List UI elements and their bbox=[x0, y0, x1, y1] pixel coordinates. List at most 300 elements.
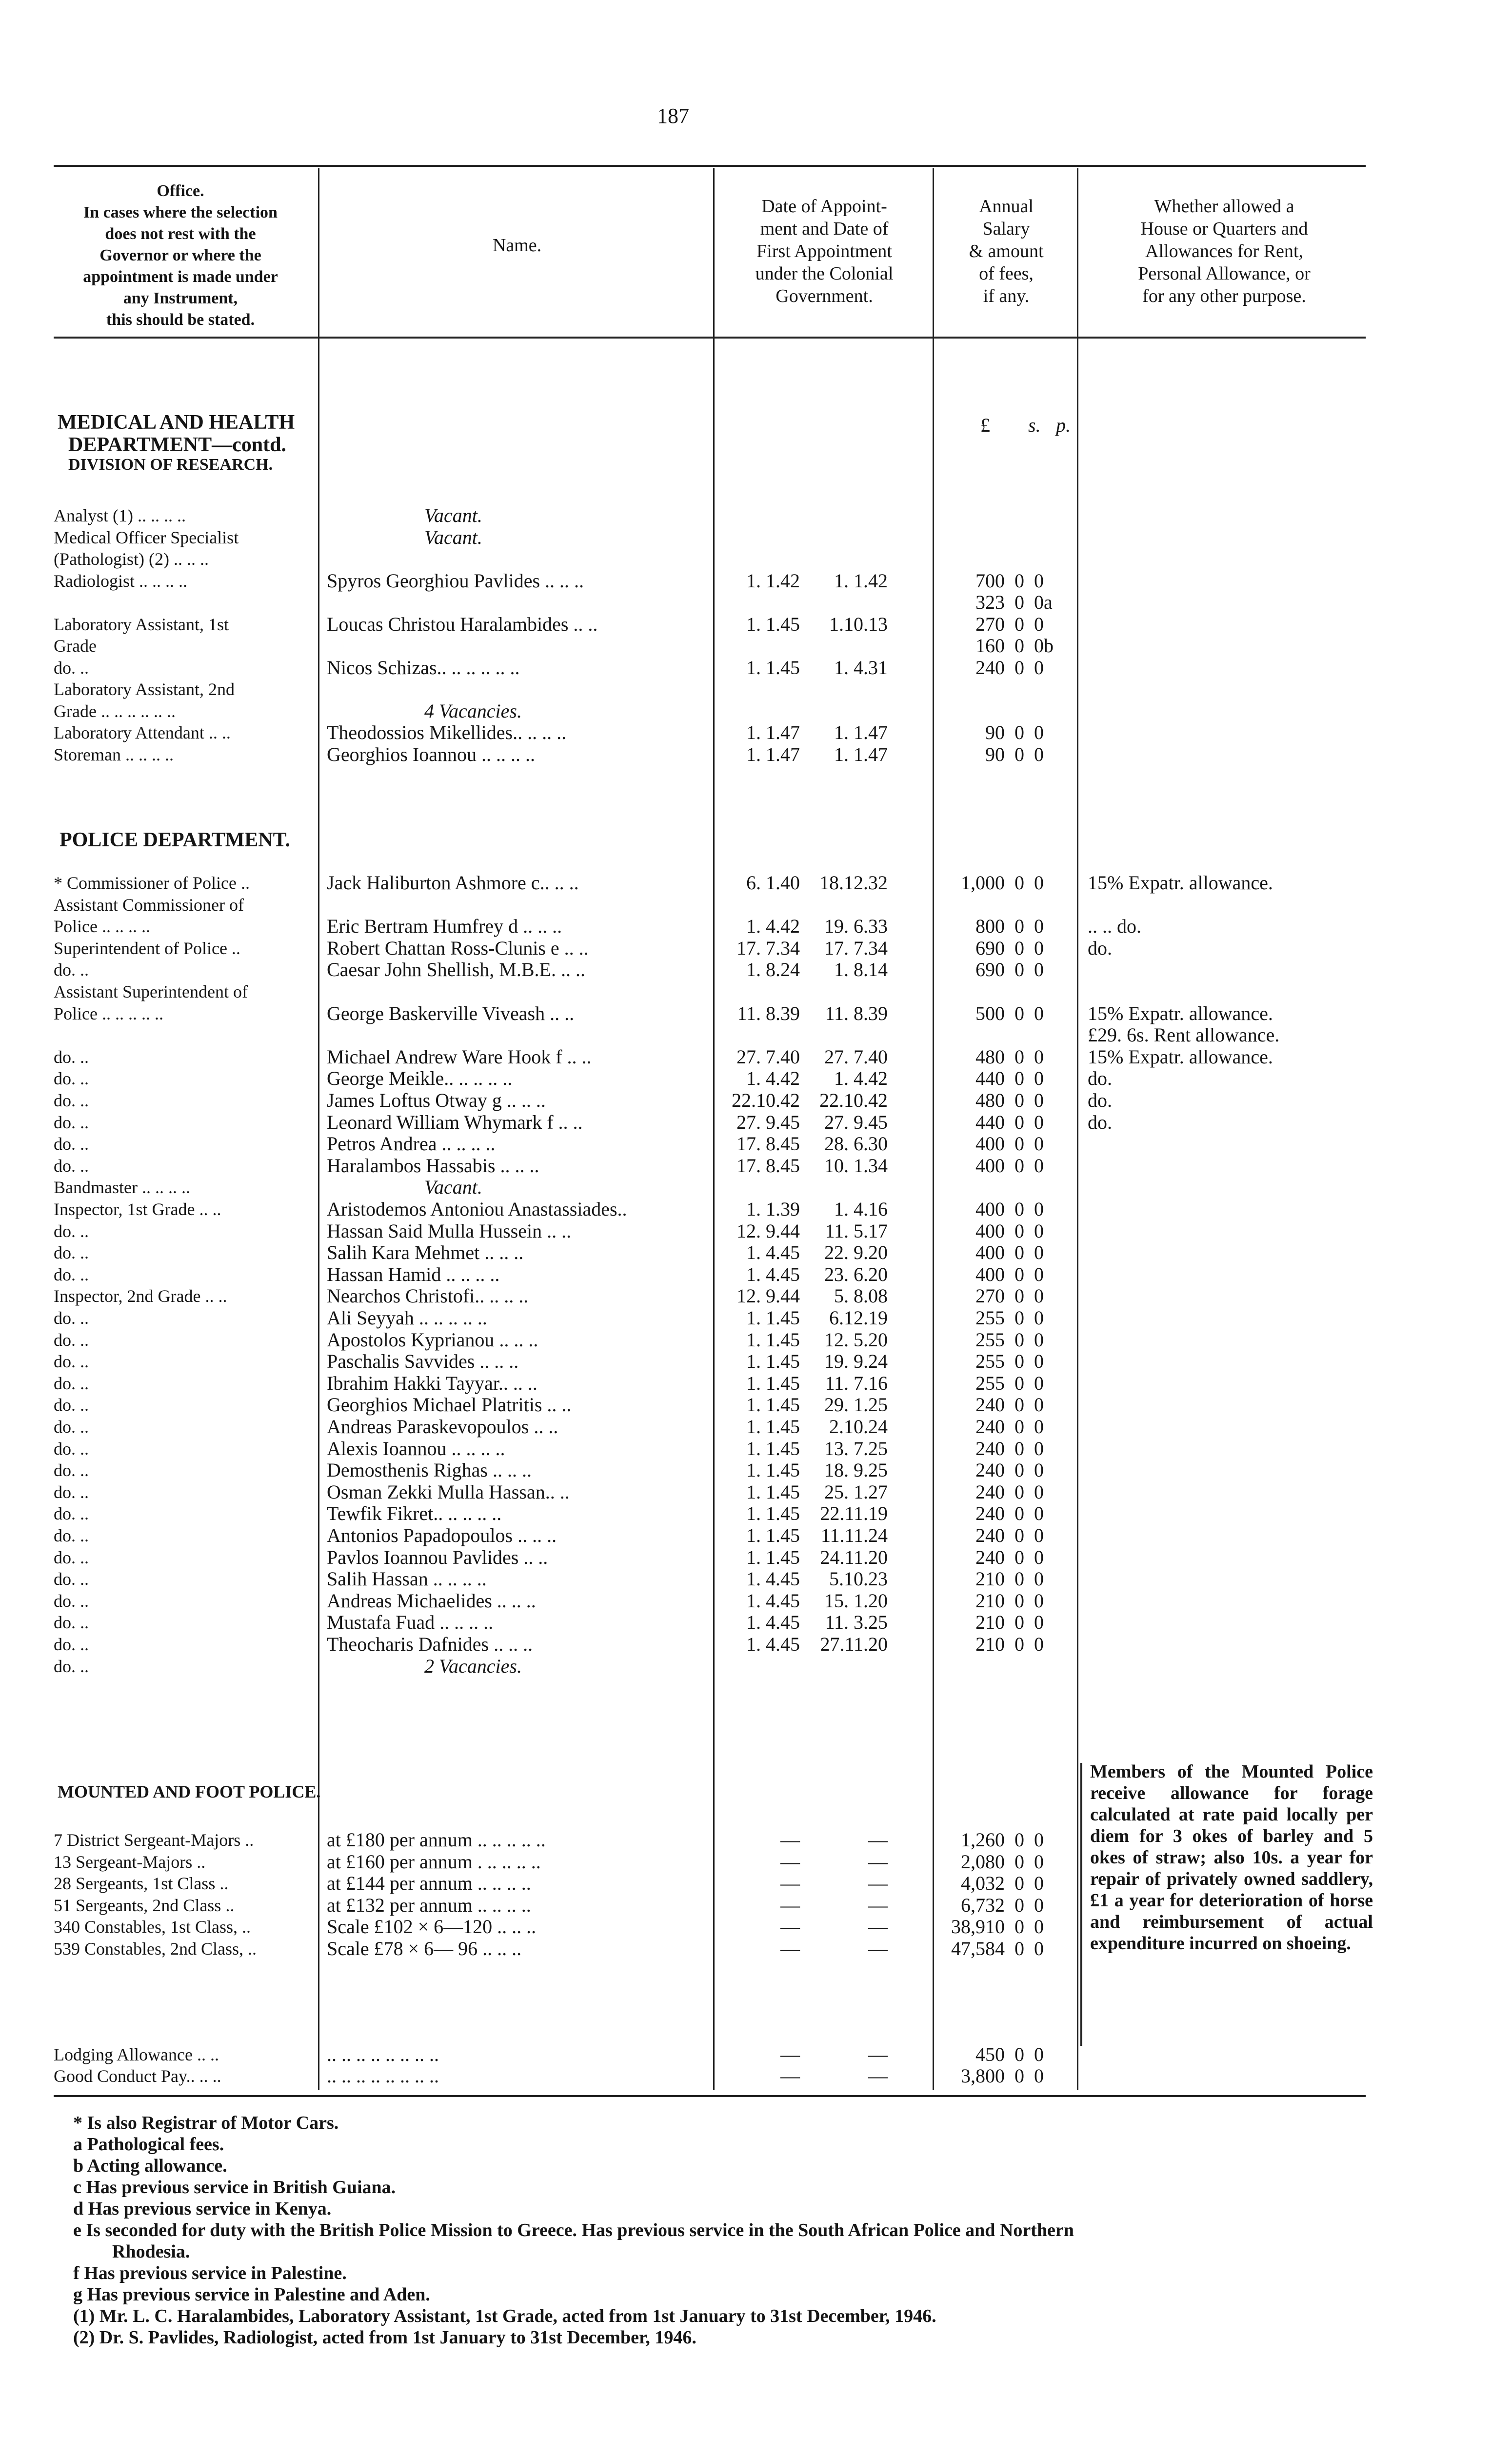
first-appointment-date-cell: 22.11.19 bbox=[820, 1502, 888, 1525]
office-cell: do. .. bbox=[54, 1569, 89, 1589]
name-cell: George Meikle.. .. .. .. .. bbox=[327, 1068, 513, 1090]
appointment-date-cell: — bbox=[780, 1894, 800, 1916]
table-row bbox=[54, 2044, 1371, 2065]
first-appointment-date-cell: 6.12.19 bbox=[829, 1307, 888, 1329]
name-cell: Antonios Papadopoulos .. .. .. bbox=[327, 1525, 557, 1546]
office-cell: Laboratory Attendant .. .. bbox=[54, 723, 231, 742]
salary-shillings-cell: 0 bbox=[1015, 1372, 1024, 1394]
office-cell: do. .. bbox=[54, 1460, 89, 1480]
table-row bbox=[54, 1656, 1371, 1677]
salary-shillings-cell: 0 bbox=[1015, 1350, 1024, 1373]
appointment-date-cell: 1. 1.45 bbox=[746, 1502, 800, 1525]
office-cell: Assistant Superintendent of bbox=[54, 982, 248, 1001]
salary-pounds-cell: 480 bbox=[975, 1045, 1005, 1068]
first-appointment-date-cell: 13. 7.25 bbox=[824, 1437, 888, 1459]
office-cell: do. .. bbox=[54, 1547, 89, 1567]
first-appointment-date-cell: 27. 7.40 bbox=[824, 1045, 888, 1068]
office-cell: Storeman .. .. .. .. bbox=[54, 744, 174, 764]
salary-pence-cell: 0 bbox=[1034, 743, 1044, 765]
salary-pounds-cell: 700 bbox=[975, 569, 1005, 592]
appointment-date-cell: 1. 1.47 bbox=[746, 721, 800, 743]
salary-pounds-cell: 240 bbox=[975, 1480, 1005, 1503]
header-salary-line: Annual bbox=[979, 196, 1034, 217]
first-appointment-date-cell: — bbox=[868, 1916, 888, 1938]
medical-title-contd-text: DEPARTMENT—contd. bbox=[68, 434, 286, 456]
salary-pounds-cell: 240 bbox=[975, 1502, 1005, 1525]
table-row bbox=[54, 657, 1371, 679]
appointment-date-cell: 27. 7.40 bbox=[736, 1045, 800, 1068]
salary-pounds-cell: 255 bbox=[975, 1350, 1005, 1373]
salary-pence-cell: 0 bbox=[1034, 1002, 1044, 1024]
pence-sign: p. bbox=[1056, 414, 1071, 436]
first-appointment-date-cell: 12. 5.20 bbox=[824, 1328, 888, 1351]
name-cell: Nicos Schizas.. .. .. .. .. .. bbox=[327, 657, 520, 679]
name-cell: Pavlos Ioannou Pavlides .. .. bbox=[327, 1546, 548, 1568]
salary-pounds-cell: 90 bbox=[985, 721, 1005, 743]
salary-pence-cell: 0 bbox=[1034, 1633, 1044, 1655]
name-cell: Ibrahim Hakki Tayyar.. .. .. bbox=[327, 1372, 537, 1394]
office-cell: 28 Sergeants, 1st Class .. bbox=[54, 1874, 229, 1893]
salary-pence-cell: 0 bbox=[1034, 1067, 1044, 1090]
name-cell: Eric Bertram Humfrey d .. .. .. bbox=[327, 916, 562, 938]
footnote: (1) Mr. L. C. Haralambides, Laboratory Assistant, 1st Grade, acted from 1st January to 31st December, 1946. bbox=[73, 2306, 936, 2326]
office-cell: Good Conduct Pay.. .. .. bbox=[54, 2066, 221, 2086]
first-appointment-date-cell: — bbox=[868, 1829, 888, 1851]
office-cell: do. .. bbox=[54, 1373, 89, 1393]
salary-shillings-cell: 0 bbox=[1015, 569, 1024, 592]
table-row bbox=[54, 1634, 1371, 1655]
office-cell: Laboratory Assistant, 1st bbox=[54, 614, 229, 634]
salary-shillings-cell: 0 bbox=[1015, 743, 1024, 765]
salary-pence-cell: 0 bbox=[1034, 1568, 1044, 1590]
name-cell: at £144 per annum .. .. .. .. bbox=[327, 1873, 531, 1894]
salary-pounds-cell: 270 bbox=[975, 613, 1005, 635]
appointment-date-cell: 1. 4.45 bbox=[746, 1263, 800, 1285]
salary-pounds-cell: 2,080 bbox=[961, 1850, 1005, 1873]
office-cell: do. .. bbox=[54, 1439, 89, 1459]
office-cell: do. .. bbox=[54, 1504, 89, 1524]
name-cell: Osman Zekki Mulla Hassan.. .. bbox=[327, 1481, 570, 1503]
salary-pence-cell: 0 bbox=[1034, 1850, 1044, 1873]
footnote: * Is also Registrar of Motor Cars. bbox=[73, 2113, 339, 2133]
salary-pence-cell: 0 bbox=[1034, 1372, 1044, 1394]
salary-shillings-cell: 0 bbox=[1015, 1459, 1024, 1481]
salary-pence-cell: 0 bbox=[1034, 1459, 1044, 1481]
salary-pounds-cell: 400 bbox=[975, 1263, 1005, 1285]
first-appointment-date-cell: 10. 1.34 bbox=[824, 1154, 888, 1177]
appointment-date-cell: 1. 1.45 bbox=[746, 613, 800, 635]
header-office-line: Office. bbox=[157, 182, 204, 200]
shilling-sign: s. bbox=[1028, 414, 1041, 436]
appointment-date-cell: 1. 4.45 bbox=[746, 1633, 800, 1655]
name-cell: at £160 per annum . .. .. .. .. bbox=[327, 1851, 541, 1873]
table-row bbox=[54, 1242, 1371, 1263]
header-allowance-line: Allowances for Rent, bbox=[1145, 241, 1303, 261]
name-cell: Ali Seyyah .. .. .. .. .. bbox=[327, 1307, 487, 1329]
header-top-rule bbox=[54, 165, 1366, 167]
name-cell: Andreas Michaelides .. .. .. bbox=[327, 1590, 536, 1612]
office-cell: 51 Sergeants, 2nd Class .. bbox=[54, 1895, 235, 1915]
header-name: Name. bbox=[492, 235, 542, 256]
appointment-date-cell: — bbox=[780, 1916, 800, 1938]
table-row bbox=[54, 1329, 1371, 1351]
salary-pounds-cell: 240 bbox=[975, 656, 1005, 679]
mounted-title: MOUNTED AND FOOT POLICE. bbox=[58, 1782, 321, 1801]
salary-pence-cell: 0a bbox=[1034, 591, 1053, 613]
salary-pence-cell: 0 bbox=[1034, 2065, 1044, 2087]
appointment-date-cell: 1. 4.45 bbox=[746, 1241, 800, 1264]
salary-pounds-cell: 400 bbox=[975, 1220, 1005, 1242]
salary-shillings-cell: 0 bbox=[1015, 1067, 1024, 1090]
name-cell: Theodossios Mikellides.. .. .. .. bbox=[327, 722, 567, 743]
salary-pence-cell: 0 bbox=[1034, 1154, 1044, 1177]
medical-title: MEDICAL AND HEALTH bbox=[58, 411, 295, 434]
office-cell: do. .. bbox=[54, 658, 89, 678]
first-appointment-date-cell: 1.10.13 bbox=[829, 613, 888, 635]
header-office bbox=[54, 180, 307, 331]
footnote: b Acting allowance. bbox=[73, 2156, 227, 2176]
header-office-line: this should be stated. bbox=[106, 311, 255, 329]
table-row bbox=[54, 1003, 1371, 1024]
office-cell: Police .. .. .. .. bbox=[54, 917, 150, 937]
table-row bbox=[54, 1568, 1371, 1590]
appointment-date-cell: 27. 9.45 bbox=[736, 1111, 800, 1133]
header-salary-line: & amount bbox=[969, 241, 1044, 261]
name-cell: 4 Vacancies. bbox=[424, 700, 522, 722]
salary-pounds-cell: 255 bbox=[975, 1328, 1005, 1351]
name-cell: Hassan Said Mulla Hussein .. .. bbox=[327, 1220, 572, 1242]
salary-shillings-cell: 0 bbox=[1015, 1416, 1024, 1438]
first-appointment-date-cell: 27.11.20 bbox=[820, 1633, 888, 1655]
header-date-line: Government. bbox=[776, 286, 873, 306]
office-cell: Assistant Commissioner of bbox=[54, 895, 244, 915]
name-cell: .. .. .. .. .. .. .. .. bbox=[327, 2044, 439, 2065]
first-appointment-date-cell: 25. 1.27 bbox=[824, 1480, 888, 1503]
name-cell: Spyros Georghiou Pavlides .. .. .. bbox=[327, 570, 584, 592]
table-row bbox=[54, 1068, 1371, 1089]
salary-shillings-cell: 0 bbox=[1015, 1045, 1024, 1068]
salary-shillings-cell: 0 bbox=[1015, 1872, 1024, 1894]
office-cell: do. .. bbox=[54, 1308, 89, 1328]
table-row bbox=[54, 1090, 1371, 1111]
salary-pence-cell: 0 bbox=[1034, 1872, 1044, 1894]
name-cell: James Loftus Otway g .. .. .. bbox=[327, 1090, 546, 1111]
office-cell: 340 Constables, 1st Class, .. bbox=[54, 1917, 251, 1937]
name-cell: Petros Andrea .. .. .. .. bbox=[327, 1133, 496, 1155]
header-office-line: Governor or where the bbox=[99, 246, 261, 264]
table-row bbox=[54, 1155, 1371, 1177]
salary-pounds-cell: 400 bbox=[975, 1241, 1005, 1264]
remarks-cell: do. bbox=[1088, 1090, 1112, 1111]
salary-pence-cell: 0 bbox=[1034, 1916, 1044, 1938]
salary-shillings-cell: 0 bbox=[1015, 959, 1024, 981]
salary-shillings-cell: 0 bbox=[1015, 1502, 1024, 1525]
first-appointment-date-cell: 18.12.32 bbox=[819, 872, 888, 894]
table-row bbox=[54, 1438, 1371, 1459]
salary-pounds-cell: 400 bbox=[975, 1154, 1005, 1177]
first-appointment-date-cell: 1. 1.42 bbox=[834, 569, 888, 592]
appointment-date-cell: 1. 1.42 bbox=[746, 569, 800, 592]
office-cell: do. .. bbox=[54, 1047, 89, 1067]
table-row bbox=[54, 1220, 1371, 1242]
salary-pence-cell: 0 bbox=[1034, 1480, 1044, 1503]
header-office-line: appointment is made under bbox=[83, 268, 278, 286]
name-cell: Scale £102 × 6—120 .. .. .. bbox=[327, 1916, 537, 1938]
salary-shillings-cell: 0 bbox=[1015, 721, 1024, 743]
name-cell: .. .. .. .. .. .. .. .. bbox=[327, 2065, 439, 2087]
appointment-date-cell: 1. 4.42 bbox=[746, 1067, 800, 1090]
name-cell: Mustafa Fuad .. .. .. .. bbox=[327, 1612, 494, 1634]
salary-pence-cell: 0 bbox=[1034, 1350, 1044, 1373]
first-appointment-date-cell: 11. 5.17 bbox=[825, 1220, 888, 1242]
remarks-cell: do. bbox=[1088, 1068, 1112, 1090]
first-appointment-date-cell: 1. 4.16 bbox=[834, 1198, 888, 1220]
office-cell: Radiologist .. .. .. .. bbox=[54, 571, 188, 591]
office-cell: do. .. bbox=[54, 1591, 89, 1611]
header-salary-line: if any. bbox=[983, 286, 1030, 306]
salary-shillings-cell: 0 bbox=[1015, 937, 1024, 959]
salary-shillings-cell: 0 bbox=[1015, 1394, 1024, 1416]
salary-pounds-cell: 1,000 bbox=[961, 872, 1005, 894]
salary-pounds-cell: 400 bbox=[975, 1198, 1005, 1220]
salary-pounds-cell: 240 bbox=[975, 1394, 1005, 1416]
salary-pounds-cell: 240 bbox=[975, 1416, 1005, 1438]
salary-shillings-cell: 0 bbox=[1015, 1568, 1024, 1590]
table-row bbox=[54, 1024, 1371, 1046]
salary-shillings-cell: 0 bbox=[1015, 1198, 1024, 1220]
salary-pence-cell: 0 bbox=[1034, 1546, 1044, 1568]
first-appointment-date-cell: 17. 7.34 bbox=[824, 937, 888, 959]
office-cell: 7 District Sergeant-Majors .. bbox=[54, 1830, 254, 1850]
appointment-date-cell: — bbox=[780, 1850, 800, 1873]
header-salary-line: Salary bbox=[982, 219, 1030, 239]
salary-pence-cell: 0 bbox=[1034, 1263, 1044, 1285]
salary-pence-cell: 0 bbox=[1034, 1241, 1044, 1264]
first-appointment-date-cell: 29. 1.25 bbox=[824, 1394, 888, 1416]
salary-shillings-cell: 0 bbox=[1015, 1633, 1024, 1655]
table-row bbox=[54, 1177, 1371, 1198]
office-cell: do. .. bbox=[54, 1156, 89, 1176]
table-row bbox=[54, 722, 1371, 743]
name-cell: George Baskerville Viveash .. .. bbox=[327, 1002, 575, 1024]
name-cell: Salih Kara Mehmet .. .. .. bbox=[327, 1242, 524, 1264]
salary-pence-cell: 0 bbox=[1034, 872, 1044, 894]
table-row bbox=[54, 959, 1371, 980]
name-cell: Vacant. bbox=[424, 526, 482, 548]
salary-shillings-cell: 0 bbox=[1015, 1937, 1024, 1959]
salary-pence-cell: 0 bbox=[1034, 656, 1044, 679]
salary-shillings-cell: 0 bbox=[1015, 2065, 1024, 2087]
office-cell: Police .. .. .. .. .. bbox=[54, 1003, 163, 1023]
table-row bbox=[54, 1133, 1371, 1155]
appointment-date-cell: — bbox=[780, 1829, 800, 1851]
header-office-line: In cases where the selection bbox=[83, 203, 278, 221]
appointment-date-cell: 17. 8.45 bbox=[736, 1154, 800, 1177]
name-cell: Demosthenis Righas .. .. .. bbox=[327, 1459, 532, 1481]
first-appointment-date-cell: 2.10.24 bbox=[829, 1416, 888, 1438]
salary-pounds-cell: 160 bbox=[975, 635, 1005, 657]
table-row bbox=[54, 1612, 1371, 1633]
first-appointment-date-cell: 23. 6.20 bbox=[824, 1263, 888, 1285]
first-appointment-date-cell: 1. 8.14 bbox=[834, 959, 888, 981]
table-row bbox=[54, 1503, 1371, 1524]
remarks-cell: 15% Expatr. allowance. bbox=[1088, 872, 1273, 894]
name-cell: Vacant. bbox=[424, 505, 482, 526]
appointment-date-cell: 1. 1.45 bbox=[746, 1480, 800, 1503]
appointment-date-cell: 1. 1.45 bbox=[746, 1394, 800, 1416]
salary-pence-cell: 0 bbox=[1034, 721, 1044, 743]
appointment-date-cell: 1. 1.45 bbox=[746, 656, 800, 679]
name-cell: 2 Vacancies. bbox=[424, 1655, 522, 1677]
salary-pence-cell: 0 bbox=[1034, 613, 1044, 635]
salary-pence-cell: 0 bbox=[1034, 1111, 1044, 1133]
name-cell: Andreas Paraskevopoulos .. .. bbox=[327, 1416, 558, 1438]
salary-pounds-cell: 210 bbox=[975, 1589, 1005, 1612]
office-cell: 13 Sergeant-Majors .. bbox=[54, 1852, 206, 1872]
table-row bbox=[54, 592, 1371, 613]
appointment-date-cell: 1. 4.45 bbox=[746, 1589, 800, 1612]
office-cell: do. .. bbox=[54, 1656, 89, 1676]
name-cell: Hassan Hamid .. .. .. .. bbox=[327, 1263, 500, 1285]
appointment-date-cell: 1. 1.45 bbox=[746, 1328, 800, 1351]
salary-shillings-cell: 0 bbox=[1015, 1089, 1024, 1111]
appointment-date-cell: 6. 1.40 bbox=[746, 872, 800, 894]
salary-pounds-cell: 38,910 bbox=[951, 1916, 1005, 1938]
appointment-date-cell: 1. 4.42 bbox=[746, 915, 800, 938]
salary-shillings-cell: 0 bbox=[1015, 1154, 1024, 1177]
appointment-date-cell: 12. 9.44 bbox=[736, 1220, 800, 1242]
name-cell: at £132 per annum .. .. .. .. bbox=[327, 1894, 531, 1916]
name-cell: Vacant. bbox=[424, 1177, 482, 1199]
office-cell: Laboratory Assistant, 2nd bbox=[54, 680, 235, 699]
footnote: c Has previous service in British Guiana. bbox=[73, 2177, 396, 2198]
salary-shillings-cell: 0 bbox=[1015, 1133, 1024, 1155]
appointment-date-cell: 1. 1.45 bbox=[746, 1350, 800, 1373]
salary-pounds-cell: 480 bbox=[975, 1089, 1005, 1111]
salary-pence-cell: 0 bbox=[1034, 915, 1044, 938]
appointment-date-cell: 1. 1.39 bbox=[746, 1198, 800, 1220]
appointment-date-cell: 12. 9.44 bbox=[736, 1285, 800, 1307]
appointment-date-cell: 1. 1.45 bbox=[746, 1437, 800, 1459]
name-cell: Michael Andrew Ware Hook f .. .. bbox=[327, 1046, 592, 1068]
table-row bbox=[54, 1351, 1371, 1372]
salary-pence-cell: 0 bbox=[1034, 1220, 1044, 1242]
salary-pence-cell: 0 bbox=[1034, 1894, 1044, 1916]
office-cell: Grade bbox=[54, 636, 97, 656]
remarks-cell: .. .. do. bbox=[1088, 916, 1141, 938]
table-row bbox=[54, 2065, 1371, 2087]
name-cell: Paschalis Savvides .. .. .. bbox=[327, 1351, 519, 1373]
table-row bbox=[54, 548, 1371, 570]
office-cell: do. .. bbox=[54, 1112, 89, 1132]
salary-pence-cell: 0 bbox=[1034, 1328, 1044, 1351]
first-appointment-date-cell: 19. 9.24 bbox=[824, 1350, 888, 1373]
header-allowance bbox=[1080, 195, 1368, 307]
name-cell: Tewfik Fikret.. .. .. .. .. bbox=[327, 1503, 502, 1525]
table-row bbox=[54, 700, 1371, 722]
table-row bbox=[54, 981, 1371, 1002]
salary-shillings-cell: 0 bbox=[1015, 635, 1024, 657]
salary-shillings-cell: 0 bbox=[1015, 1241, 1024, 1264]
salary-pence-cell: 0 bbox=[1034, 1394, 1044, 1416]
office-cell: do. .. bbox=[54, 1221, 89, 1241]
remarks-cell: do. bbox=[1088, 937, 1112, 959]
office-cell: Grade .. .. .. .. .. .. bbox=[54, 701, 176, 721]
appointment-date-cell: 11. 8.39 bbox=[737, 1002, 800, 1024]
office-cell: 539 Constables, 2nd Class, .. bbox=[54, 1939, 257, 1959]
header-office-line: does not rest with the bbox=[105, 225, 256, 243]
salary-shillings-cell: 0 bbox=[1015, 1611, 1024, 1634]
salary-pence-cell: 0 bbox=[1034, 1524, 1044, 1546]
first-appointment-date-cell: 22.10.42 bbox=[819, 1089, 888, 1111]
salary-pounds-cell: 6,732 bbox=[961, 1894, 1005, 1916]
salary-shillings-cell: 0 bbox=[1015, 1285, 1024, 1307]
first-appointment-date-cell: — bbox=[868, 1937, 888, 1959]
footnote: (2) Dr. S. Pavlides, Radiologist, acted from 1st January to 31st December, 1946. bbox=[73, 2327, 696, 2348]
table-row bbox=[54, 1459, 1371, 1481]
office-cell: Bandmaster .. .. .. .. bbox=[54, 1178, 190, 1198]
office-cell: Lodging Allowance .. .. bbox=[54, 2045, 219, 2064]
salary-shillings-cell: 0 bbox=[1015, 1916, 1024, 1938]
salary-shillings-cell: 0 bbox=[1015, 1328, 1024, 1351]
table-bottom-rule bbox=[54, 2095, 1366, 2097]
remarks-cell: 15% Expatr. allowance. bbox=[1088, 1002, 1273, 1024]
salary-pence-cell: 0 bbox=[1034, 1502, 1044, 1525]
salary-pounds-cell: 240 bbox=[975, 1437, 1005, 1459]
appointment-date-cell: — bbox=[780, 2043, 800, 2065]
salary-pence-cell: 0 bbox=[1034, 1589, 1044, 1612]
page-number: 187 bbox=[657, 104, 689, 128]
footnote: g Has previous service in Palestine and Aden. bbox=[73, 2284, 430, 2305]
footnote: d Has previous service in Kenya. bbox=[73, 2199, 332, 2219]
salary-pounds-cell: 240 bbox=[975, 1459, 1005, 1481]
table-row bbox=[54, 1416, 1371, 1438]
appointment-date-cell: 1. 4.45 bbox=[746, 1611, 800, 1634]
salary-pence-cell: 0 bbox=[1034, 1437, 1044, 1459]
header-allowance-line: House or Quarters and bbox=[1140, 219, 1308, 239]
salary-shillings-cell: 0 bbox=[1015, 2043, 1024, 2065]
name-cell: Scale £78 × 6— 96 .. .. .. bbox=[327, 1938, 522, 1959]
salary-pence-cell: 0 bbox=[1034, 569, 1044, 592]
salary-shillings-cell: 0 bbox=[1015, 872, 1024, 894]
medical-division: DIVISION OF RESEARCH. bbox=[68, 456, 273, 474]
header-allowance-line: Whether allowed a bbox=[1154, 196, 1294, 217]
police-title: POLICE DEPARTMENT. bbox=[60, 829, 290, 851]
table-row bbox=[54, 1307, 1371, 1329]
salary-shillings-cell: 0 bbox=[1015, 613, 1024, 635]
header-date-line: Date of Appoint- bbox=[761, 196, 887, 217]
salary-shillings-cell: 0 bbox=[1015, 1437, 1024, 1459]
remarks-cell: do. bbox=[1088, 1111, 1112, 1133]
first-appointment-date-cell: 1. 4.42 bbox=[834, 1067, 888, 1090]
salary-pounds-cell: 450 bbox=[975, 2043, 1005, 2065]
name-cell: Haralambos Hassabis .. .. .. bbox=[327, 1155, 539, 1177]
first-appointment-date-cell: — bbox=[868, 2043, 888, 2065]
table-row bbox=[54, 1481, 1371, 1503]
table-row bbox=[54, 1590, 1371, 1612]
header-bottom-rule bbox=[54, 337, 1366, 339]
footnote: f Has previous service in Palestine. bbox=[73, 2263, 347, 2283]
name-cell: Jack Haliburton Ashmore c.. .. .. bbox=[327, 872, 579, 894]
salary-pounds-cell: 210 bbox=[975, 1568, 1005, 1590]
table-row bbox=[54, 505, 1371, 526]
appointment-date-cell: 1. 1.45 bbox=[746, 1546, 800, 1568]
table-row bbox=[54, 1264, 1371, 1285]
first-appointment-date-cell: 1. 4.31 bbox=[834, 656, 888, 679]
first-appointment-date-cell: 11.11.24 bbox=[820, 1524, 888, 1546]
salary-pounds-cell: 255 bbox=[975, 1372, 1005, 1394]
table-row bbox=[54, 1373, 1371, 1394]
